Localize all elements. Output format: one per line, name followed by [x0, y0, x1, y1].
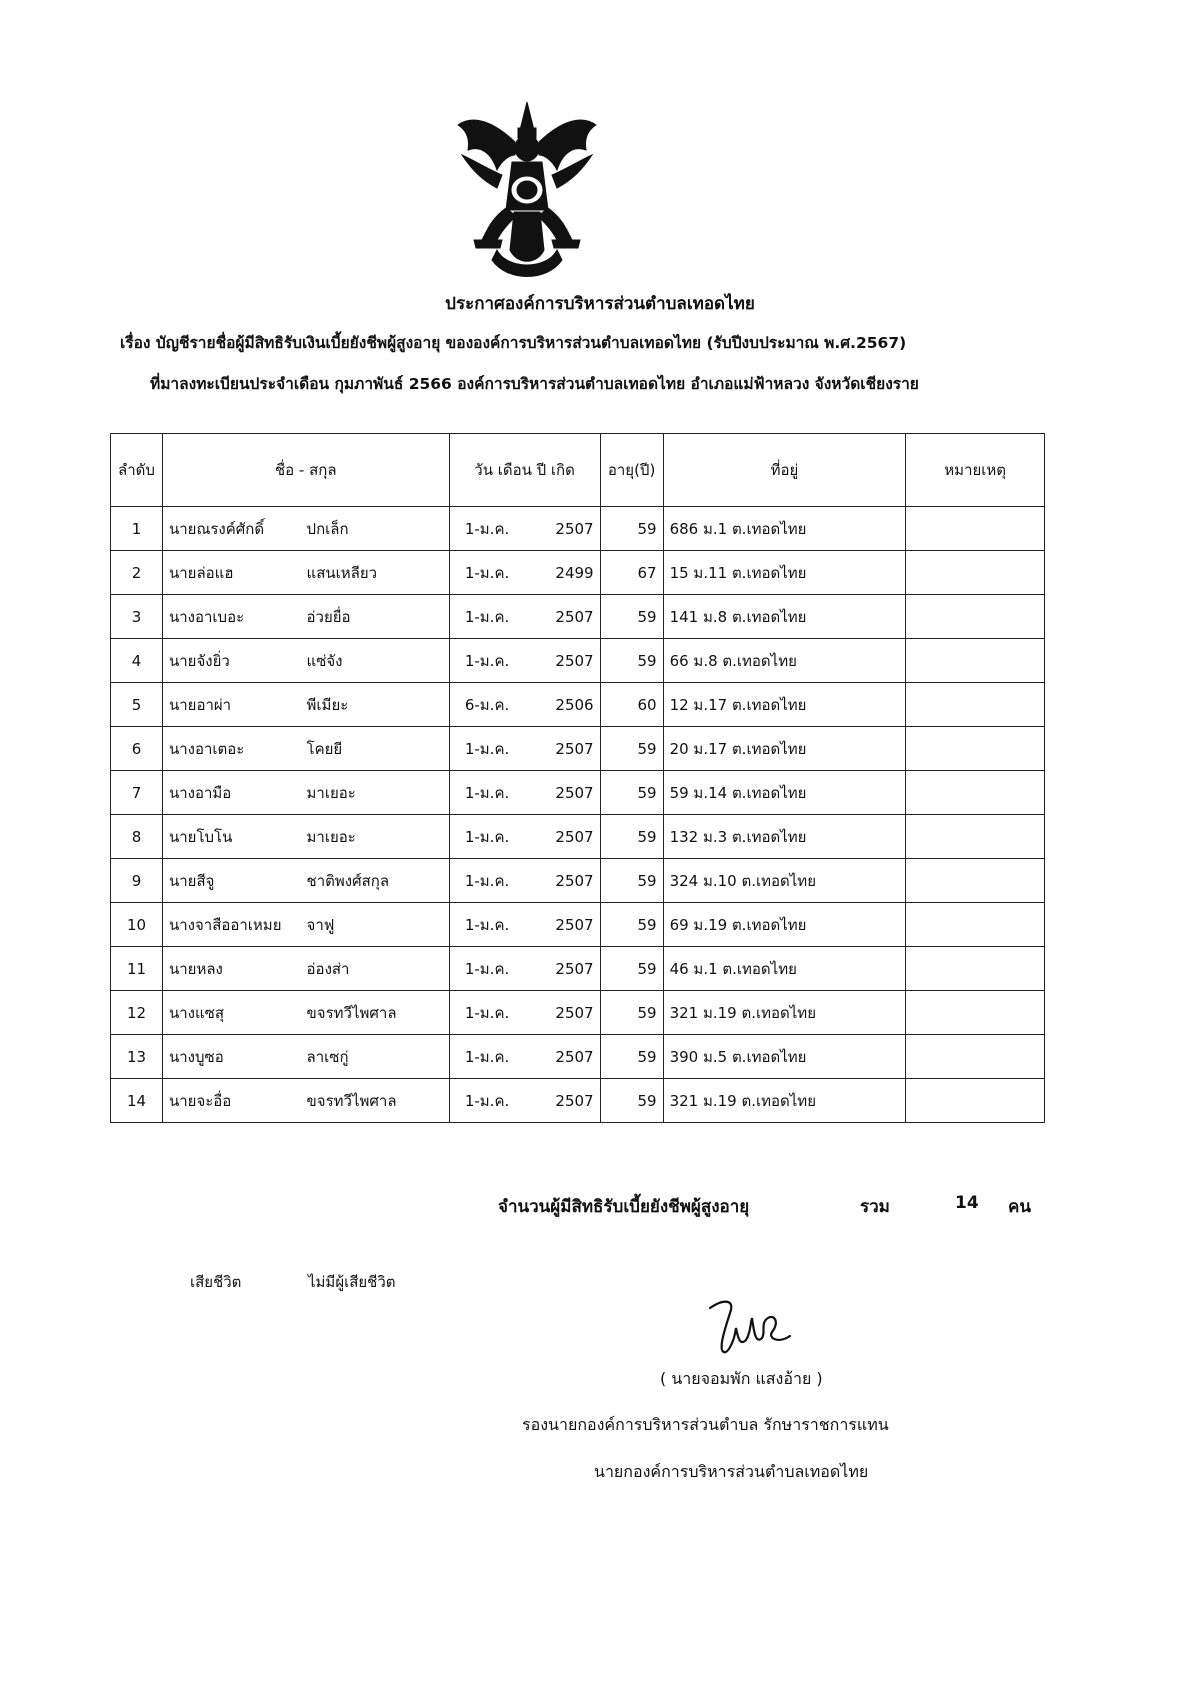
- row-number-cell: 14: [111, 1079, 163, 1123]
- table-row: [111, 507, 1045, 551]
- first-name-cell: นายอาผ่า: [162, 683, 300, 727]
- birth-year-cell: 2507: [525, 727, 601, 771]
- last-name-cell: ลาเซกู่: [301, 1035, 449, 1079]
- birth-year-cell: 2506: [525, 683, 601, 727]
- age-cell: 59: [600, 903, 663, 947]
- age-cell: 59: [600, 727, 663, 771]
- signer-position-2: นายกองค์การบริหารส่วนตำบลเทอดไทย: [594, 1462, 869, 1481]
- summary-total-word: รวม: [860, 1197, 890, 1217]
- table-row: [111, 947, 1045, 991]
- birth-year-cell: 2507: [525, 771, 601, 815]
- table-row: [111, 903, 1045, 947]
- age-cell: 59: [600, 1035, 663, 1079]
- announcement-title: ประกาศองค์การบริหารส่วนตำบลเทอดไทย: [445, 294, 755, 314]
- table-row: [111, 727, 1045, 771]
- first-name-cell: นายจังยิ่ว: [162, 639, 300, 683]
- birth-year-cell: 2507: [525, 991, 601, 1035]
- first-name-cell: นางจาสืออาเหมย: [162, 903, 300, 947]
- first-name-cell: นางบูซอ: [162, 1035, 300, 1079]
- row-number-cell: 7: [111, 771, 163, 815]
- birth-day-month-cell: 1-ม.ค.: [449, 507, 525, 551]
- note-cell: [906, 595, 1045, 639]
- row-number-cell: 10: [111, 903, 163, 947]
- first-name-cell: นางอาเบอะ: [162, 595, 300, 639]
- address-cell: 15 ม.11 ต.เทอดไทย: [663, 551, 906, 595]
- birth-day-month-cell: 6-ม.ค.: [449, 683, 525, 727]
- row-number-cell: 4: [111, 639, 163, 683]
- age-cell: 59: [600, 507, 663, 551]
- summary-label: จำนวนผู้มีสิทธิรับเบี้ยยังชีพผู้สูงอายุ: [498, 1197, 750, 1217]
- table-row: [111, 859, 1045, 903]
- birth-year-cell: 2507: [525, 507, 601, 551]
- row-number-cell: 11: [111, 947, 163, 991]
- header-no: ลำดับ: [111, 434, 163, 507]
- address-cell: 132 ม.3 ต.เทอดไทย: [663, 815, 906, 859]
- age-cell: 59: [600, 991, 663, 1035]
- row-number-cell: 8: [111, 815, 163, 859]
- birth-year-cell: 2507: [525, 947, 601, 991]
- address-cell: 686 ม.1 ต.เทอดไทย: [663, 507, 906, 551]
- last-name-cell: ขจรทวีไพศาล: [301, 991, 449, 1035]
- header-note: หมายเหตุ: [906, 434, 1045, 507]
- header-dob: วัน เดือน ปี เกิด: [449, 434, 600, 507]
- last-name-cell: มาเยอะ: [301, 771, 449, 815]
- birth-day-month-cell: 1-ม.ค.: [449, 947, 525, 991]
- birth-year-cell: 2499: [525, 551, 601, 595]
- row-number-cell: 12: [111, 991, 163, 1035]
- table-row: [111, 815, 1045, 859]
- last-name-cell: แซ่จัง: [301, 639, 449, 683]
- last-name-cell: มาเยอะ: [301, 815, 449, 859]
- age-cell: 59: [600, 815, 663, 859]
- table-row: [111, 639, 1045, 683]
- birth-year-cell: 2507: [525, 639, 601, 683]
- birth-year-cell: 2507: [525, 903, 601, 947]
- age-cell: 59: [600, 947, 663, 991]
- row-number-cell: 13: [111, 1035, 163, 1079]
- birth-year-cell: 2507: [525, 595, 601, 639]
- last-name-cell: จาฟู: [301, 903, 449, 947]
- first-name-cell: นายล่อแฮ: [162, 551, 300, 595]
- signer-position-1: รองนายกองค์การบริหารส่วนตำบล รักษาราชการแทน: [522, 1415, 889, 1434]
- age-cell: 59: [600, 1079, 663, 1123]
- table-row: [111, 683, 1045, 727]
- address-cell: 321 ม.19 ต.เทอดไทย: [663, 991, 906, 1035]
- birth-day-month-cell: 1-ม.ค.: [449, 859, 525, 903]
- note-cell: [906, 859, 1045, 903]
- note-cell: [906, 771, 1045, 815]
- table-body: [111, 507, 1045, 1123]
- garuda-emblem: [452, 100, 602, 282]
- table-header-row: [111, 434, 1045, 507]
- last-name-cell: พีเมียะ: [301, 683, 449, 727]
- birth-day-month-cell: 1-ม.ค.: [449, 1079, 525, 1123]
- birth-day-month-cell: 1-ม.ค.: [449, 639, 525, 683]
- row-number-cell: 5: [111, 683, 163, 727]
- deceased-value: ไม่มีผู้เสียชีวิต: [308, 1273, 396, 1291]
- birth-day-month-cell: 1-ม.ค.: [449, 1035, 525, 1079]
- header-address: ที่อยู่: [663, 434, 906, 507]
- note-cell: [906, 815, 1045, 859]
- table-row: [111, 551, 1045, 595]
- header-name: ชื่อ - สกุล: [162, 434, 449, 507]
- first-name-cell: นางอาเตอะ: [162, 727, 300, 771]
- row-number-cell: 1: [111, 507, 163, 551]
- age-cell: 59: [600, 771, 663, 815]
- birth-year-cell: 2507: [525, 1079, 601, 1123]
- address-cell: 321 ม.19 ต.เทอดไทย: [663, 1079, 906, 1123]
- signer-name: ( นายจอมพัก แสงอ้าย ): [660, 1369, 823, 1388]
- table-row: [111, 595, 1045, 639]
- table-row: [111, 1035, 1045, 1079]
- last-name-cell: ปกเล็ก: [301, 507, 449, 551]
- header-age: อายุ(ปี): [600, 434, 663, 507]
- note-cell: [906, 903, 1045, 947]
- birth-day-month-cell: 1-ม.ค.: [449, 727, 525, 771]
- row-number-cell: 3: [111, 595, 163, 639]
- subject-line-1: เรื่อง บัญชีรายชื่อผู้มีสิทธิรับเงินเบี้ยยังชีพผู้สูงอายุ ขององค์การบริหารส่วนตำบลเทอดไทย (รับปีงบประมาณ พ.ศ.2567): [120, 334, 907, 352]
- age-cell: 59: [600, 639, 663, 683]
- note-cell: [906, 683, 1045, 727]
- birth-day-month-cell: 1-ม.ค.: [449, 551, 525, 595]
- address-cell: 390 ม.5 ต.เทอดไทย: [663, 1035, 906, 1079]
- address-cell: 46 ม.1 ต.เทอดไทย: [663, 947, 906, 991]
- row-number-cell: 6: [111, 727, 163, 771]
- address-cell: 12 ม.17 ต.เทอดไทย: [663, 683, 906, 727]
- subject-line-2: ที่มาลงทะเบียนประจำเดือน กุมภาพันธ์ 2566 องค์การบริหารส่วนตำบลเทอดไทย อำเภอแม่ฟ้าหลวง จังหวัดเชียงราย: [150, 375, 919, 393]
- note-cell: [906, 639, 1045, 683]
- deceased-label: เสียชีวิต: [190, 1273, 242, 1291]
- birth-year-cell: 2507: [525, 815, 601, 859]
- first-name-cell: นายจะอื่อ: [162, 1079, 300, 1123]
- age-cell: 59: [600, 595, 663, 639]
- summary-unit: คน: [1008, 1197, 1031, 1217]
- first-name-cell: นายณรงค์ศักดิ์: [162, 507, 300, 551]
- row-number-cell: 9: [111, 859, 163, 903]
- beneficiary-table: [110, 433, 1045, 1123]
- first-name-cell: นายโบโน: [162, 815, 300, 859]
- row-number-cell: 2: [111, 551, 163, 595]
- first-name-cell: นางอามือ: [162, 771, 300, 815]
- birth-day-month-cell: 1-ม.ค.: [449, 815, 525, 859]
- note-cell: [906, 1035, 1045, 1079]
- note-cell: [906, 947, 1045, 991]
- birth-year-cell: 2507: [525, 859, 601, 903]
- birth-day-month-cell: 1-ม.ค.: [449, 903, 525, 947]
- age-cell: 60: [600, 683, 663, 727]
- first-name-cell: นายสีจู: [162, 859, 300, 903]
- note-cell: [906, 551, 1045, 595]
- signature: [700, 1288, 800, 1368]
- note-cell: [906, 727, 1045, 771]
- first-name-cell: นายหลง: [162, 947, 300, 991]
- last-name-cell: อ่วยยื่อ: [301, 595, 449, 639]
- age-cell: 59: [600, 859, 663, 903]
- birth-day-month-cell: 1-ม.ค.: [449, 595, 525, 639]
- birth-day-month-cell: 1-ม.ค.: [449, 771, 525, 815]
- address-cell: 66 ม.8 ต.เทอดไทย: [663, 639, 906, 683]
- table-row: [111, 1079, 1045, 1123]
- age-cell: 67: [600, 551, 663, 595]
- summary-count: 14: [955, 1193, 979, 1213]
- last-name-cell: ขจรทวีไพศาล: [301, 1079, 449, 1123]
- last-name-cell: แสนเหลียว: [301, 551, 449, 595]
- last-name-cell: ชาติพงศ์สกุล: [301, 859, 449, 903]
- birth-year-cell: 2507: [525, 1035, 601, 1079]
- address-cell: 59 ม.14 ต.เทอดไทย: [663, 771, 906, 815]
- table-row: [111, 771, 1045, 815]
- address-cell: 141 ม.8 ต.เทอดไทย: [663, 595, 906, 639]
- note-cell: [906, 991, 1045, 1035]
- table-row: [111, 991, 1045, 1035]
- last-name-cell: โคยยี: [301, 727, 449, 771]
- address-cell: 69 ม.19 ต.เทอดไทย: [663, 903, 906, 947]
- note-cell: [906, 1079, 1045, 1123]
- address-cell: 324 ม.10 ต.เทอดไทย: [663, 859, 906, 903]
- birth-day-month-cell: 1-ม.ค.: [449, 991, 525, 1035]
- first-name-cell: นางแซสุ: [162, 991, 300, 1035]
- address-cell: 20 ม.17 ต.เทอดไทย: [663, 727, 906, 771]
- note-cell: [906, 507, 1045, 551]
- last-name-cell: อ่องส่า: [301, 947, 449, 991]
